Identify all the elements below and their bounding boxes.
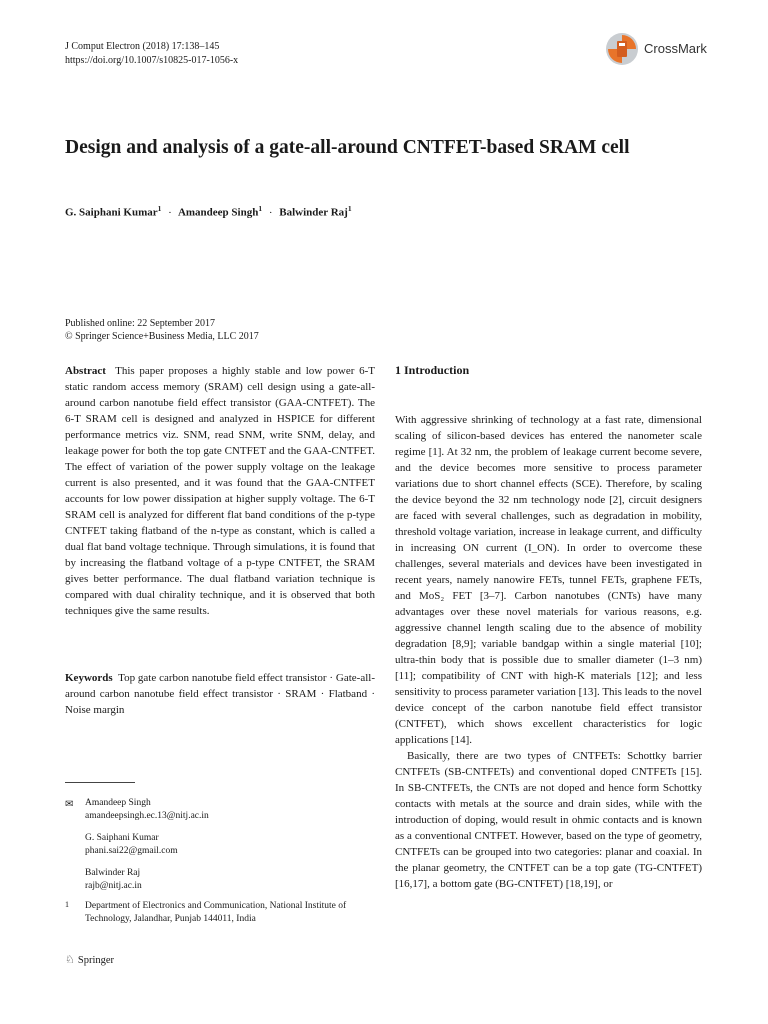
crossmark-badge[interactable] [605,32,715,66]
envelope-icon: ✉ [65,799,74,810]
author-affiliation-mark: 1 [347,204,352,213]
copyright: © Springer Science+Business Media, LLC 2017 [65,331,259,342]
keywords [65,670,375,718]
contact-email[interactable]: amandeepsingh.ec.13@nitj.ac.in [85,811,209,821]
doi-link[interactable]: https://doi.org/10.1007/s10825-017-1056-x [65,55,239,66]
published-date: Published online: 22 September 2017 [65,318,215,329]
publisher-name: Springer [77,955,115,966]
contact-entry [65,797,375,823]
contact-name: Balwinder Raj [85,868,141,878]
contact-name: G. Saiphani Kumar [85,833,159,843]
keywords-label: Keywords [65,672,113,684]
paper-title: Design and analysis of a gate-all-around CNTFET-based SRAM cell [65,137,630,158]
author-affiliation-mark: 1 [157,204,162,213]
publisher-footer [65,953,114,966]
footnote-divider [65,782,135,783]
abstract-text: This paper proposes a highly stable and low power 6-T static random access memory (SRAM) cell design using a gate-all-around carbon nanotube field effect transistor (GAA-CNTFET). The 6-T SRAM cell is designed and analyzed in HSPICE for different performance metrics viz. SNM, read SNM, write SNM, delay, and leakage power for both the top gate CNTFET and the GAA-CNTFET. The effect of variation of the power supply voltage on the leakage current is also presented, and it was found that the GAA-CNTFET accounts for low power dissipation at higher supply voltage. The 6-T SRAM cell is analyzed for different flat band conditions of the p-type CNTFET taking flatband of the n-type as constant, which is called a dual flat band voltage technique. Through simulations, it is found that by increasing the flatband voltage of a p-type CNTFET, the SRAM gives better performance. The dual flatband variation technique is compared with dual chirality technique, and it is observed that both techniques give the same results. [65,365,375,617]
affiliation [65,900,385,926]
contact-email[interactable]: phani.sai22@gmail.com [85,846,178,856]
author-name[interactable]: Balwinder Raj [279,206,348,219]
publication-info [65,317,259,343]
affiliation-text: Department of Electronics and Communication, National Institute of Technology, Jalandhar, Punjab 144011, India [85,901,347,924]
abstract-label: Abstract [65,365,106,377]
author-affiliation-mark: 1 [258,204,263,213]
author-contacts [65,797,375,902]
springer-horse-icon: ♘ [65,954,75,966]
journal-citation: J Comput Electron (2018) 17:138–145 [65,41,220,52]
section-heading: 1 Introduction [395,363,470,377]
author-separator: · [268,206,273,219]
crossmark-label: CrossMark [644,41,707,56]
author-separator: · [168,206,172,219]
contact-entry [65,867,375,893]
keywords-text: Top gate carbon nanotube field effect transistor · Gate-all-around carbon nanotube field effect transistor · SRAM · Flatband · Noise margin [65,672,375,716]
contact-entry [65,832,375,858]
contact-name: Amandeep Singh [85,798,151,808]
abstract [65,363,375,619]
affiliation-number: 1 [65,900,69,909]
author-list [65,204,352,219]
paragraph: With aggressive shrinking of technology at a fast rate, dimensional scaling of silicon-based devices has entered the nanometer scale regime [1]. At 32 nm, the problem of leakage current become severe, and the device becomes more sensitive to process parameter variations due to short channel effects (SCE). Therefore, by scaling the device beyond the 32 nm technology node [2], circuit designers are faced with several challenges, such as degradation in mobility, threshold voltage variation, increase in leakage current, and difficulty in increasing ON current (I_ON). In order to overcome these challenges, several materials and devices have been investigated in recent years, namely nanowire FETs, tunnel FETs, graphene FETs, and MoS₂ FET [3–7]. Carbon nanotubes (CNTs) have many advantages over these novel materials for various reasons, e.g. aggressive channel length scaling due to the absence of mobility degradation [8,9]; variable bandgap within a single material [10]; ultra-thin body that is possible due to smaller diameter (1–3 nm) [11]; compatibility of CNT with high-K materials [12]; and less sensitivity to process parameter variation [13]. This leads to the novel device concept of the carbon nanotube field effect transistor (CNTFET), which shows excellent characteristics for logic applications [14]. [395,414,702,746]
author-name[interactable]: G. Saiphani Kumar [65,206,158,219]
contact-email[interactable]: rajb@nitj.ac.in [85,881,142,891]
introduction-body [395,412,702,892]
paragraph: Basically, there are two types of CNTFETs: Schottky barrier CNTFETs (SB-CNTFETs) and conventional doped CNTFETs [15]. In SB-CNTFETs, the CNTs are not doped and hence form Schottky contacts with metals at the source and drain sides, while with the introduction of doping, would result in ohmic contacts and is known as a conventional CNTFET. However, based on the type of geometry, CNTFETs can be grouped into two categories: planar and coaxial. In the planar geometry, the CNTFET can be a top gate (TG-CNTFET) [16,17], a bottom gate (BG-CNTFET) [18,19], or [395,750,702,890]
crossmark-icon [605,32,639,66]
author-name[interactable]: Amandeep Singh [177,206,259,219]
journal-header [65,40,238,68]
